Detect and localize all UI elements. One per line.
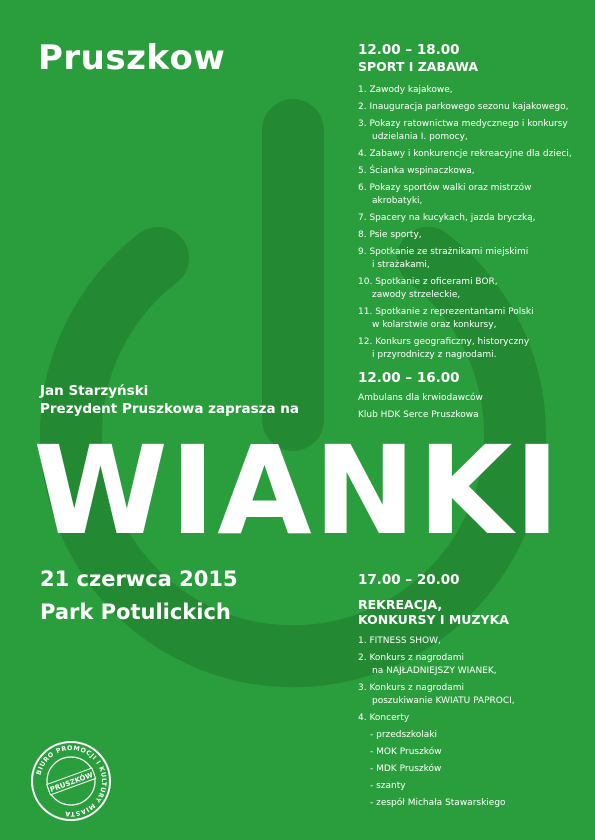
stamp-center-text: PRUSZKÓW [48, 770, 95, 794]
item-text: Pokazy ratownictwa medycznego i konkursy [369, 119, 568, 129]
item-number: 2. [358, 653, 367, 663]
list-item [358, 246, 590, 272]
concert-item: - MDK Pruszków [370, 764, 442, 774]
item-text: Spotkanie z oficerami BOR, [375, 277, 498, 287]
item-continuation: zawody strzeleckie, [372, 290, 461, 300]
concert-list [358, 729, 590, 810]
concert-item: - zespół Michała Stawarskiego [370, 798, 506, 808]
item-continuation: akrobatyki, [372, 196, 423, 206]
schedule-block-sport [358, 42, 590, 366]
music-activity-list [358, 635, 590, 725]
item-number: 12. [358, 337, 373, 347]
item-text: Konkurs z nagrodami [369, 683, 465, 693]
item-continuation: i przyrodniczy z nagrodami. [372, 350, 497, 360]
logo-text-start: Pruszk [38, 38, 170, 78]
item-number: 7. [358, 213, 367, 223]
item-number: 4. [358, 149, 367, 159]
block-heading: KONKURSY I MUZYKA [358, 612, 509, 627]
item-text: Inauguracja parkowego sezonu kajakowego, [369, 102, 569, 112]
list-item [358, 84, 590, 97]
event-title: WIANKI [33, 420, 562, 562]
logo-text-end: w [193, 38, 226, 78]
item-text: FITNESS SHOW, [369, 636, 441, 646]
concert-item: - szanty [370, 781, 406, 791]
item-text: Spacery na kucykach, jazda bryczką, [369, 213, 536, 223]
event-venue: Park Potulickich [40, 600, 231, 624]
block-line: Ambulans dla krwiodawców [358, 393, 483, 403]
item-text: Zabawy i konkurencje rekreacyjne dla dzieci, [369, 149, 572, 159]
item-number: 4. [358, 713, 367, 723]
item-continuation: udzielania I. pomocy, [372, 132, 468, 142]
list-item [358, 652, 590, 678]
list-item [358, 682, 590, 708]
block-heading: REKREACJA, [358, 597, 443, 612]
concert-item: - przedszkolaki [370, 730, 438, 740]
schedule-block-music [358, 572, 590, 814]
invite-name: Jan Starzyński [40, 383, 149, 399]
block-time: 12.00 – 16.00 [358, 370, 460, 386]
list-item [358, 182, 590, 208]
block-line: Klub HDK Serce Pruszkowa [358, 410, 479, 420]
list-item [358, 212, 590, 225]
item-text: Spotkanie z reprezentantami Polski [375, 307, 534, 317]
list-item [358, 635, 590, 648]
item-number: 3. [358, 119, 367, 129]
item-continuation: na NAJŁADNIEJSZY WIANEK, [372, 666, 497, 676]
item-text: Ścianka wspinaczkowa, [369, 166, 475, 176]
list-item [358, 336, 590, 362]
item-number: 6. [358, 183, 367, 193]
list-item [358, 148, 590, 161]
item-text: Konkurs geograficzny, historyczny [375, 337, 530, 347]
item-text: Psie sporty, [369, 230, 422, 240]
list-item [358, 276, 590, 302]
stamp-seal-icon [30, 740, 112, 822]
item-number: 5. [358, 166, 367, 176]
item-number: 2. [358, 102, 367, 112]
block-time: 12.00 – 18.00 [358, 42, 460, 58]
list-item [358, 306, 590, 332]
list-item [358, 101, 590, 114]
list-item [358, 229, 590, 242]
item-number: 1. [358, 636, 367, 646]
item-text: Zawody kajakowe, [369, 85, 453, 95]
block-time: 17.00 – 20.00 [358, 572, 460, 588]
item-text: Koncerty [369, 713, 410, 723]
item-text: Pokazy sportów walki oraz mistrzów [369, 183, 532, 193]
concert-item: - MOK Pruszków [370, 747, 442, 757]
stamp-ring-text: BIURO PROMOCJI I KULTURY MIASTA [35, 744, 108, 818]
sport-activity-list [358, 84, 590, 362]
item-number: 1. [358, 85, 367, 95]
event-date: 21 czerwca 2015 [40, 567, 238, 591]
item-text: Konkurs z nagrodami [369, 653, 465, 663]
item-number: 8. [358, 230, 367, 240]
item-continuation: w kolarstwie oraz konkursy, [372, 320, 497, 330]
item-text: Spotkanie ze strażnikami miejskimi [369, 247, 529, 257]
item-number: 9. [358, 247, 367, 257]
list-item [358, 165, 590, 178]
logo-power-o: o [169, 38, 194, 78]
pruszkow-logo [38, 38, 225, 78]
schedule-block-blood-donation [358, 370, 590, 422]
item-number: 11. [358, 307, 373, 317]
item-number: 10. [358, 277, 373, 287]
block-heading: SPORT I ZABAWA [358, 59, 479, 74]
item-number: 3. [358, 683, 367, 693]
invite-text: Prezydent Pruszkowa zaprasza na [40, 401, 299, 417]
item-continuation: poszukiwanie KWIATU PAPROCI, [372, 696, 515, 706]
item-continuation: i strażakami, [372, 260, 430, 270]
list-item [358, 118, 590, 144]
list-item [358, 712, 590, 725]
